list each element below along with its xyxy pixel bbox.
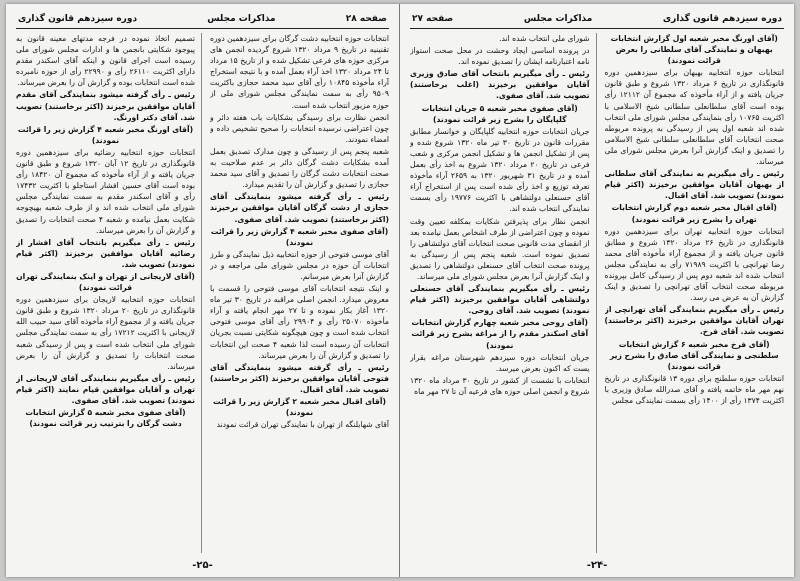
body-paragraph: در پرونده اساسی ایجاد وحشت در محل صحت استواز نامه اعتبارنامه ایشان را تصدیق نموده اند. <box>410 46 590 67</box>
left-page-number: -۲۵- <box>192 560 213 571</box>
report-heading: (آقای صفوی مخبر شعبه ۴ گزارش زیر را قرائت نمودند) <box>210 226 389 247</box>
body-paragraph: انجمن نظارت برای رسیدگی بشکایات باب هفته دائر و چون اعتراضی نرسیده انتخابات را صحیح تشخیص داده و امضاء نمودند. <box>210 112 389 144</box>
right-column-right <box>605 33 785 553</box>
body-paragraph: شورای ملی انتخاب شده اند. <box>499 34 590 43</box>
left-column-right <box>210 33 389 553</box>
speaker-paragraph: رئیس ـ رأی گرفته میشود بنمایندگی آقای مقدم آقایان موافقین برخیزند (اکثر برخاستند) تصویب شد. آقای دکتر اورنگ. <box>16 90 195 122</box>
report-heading: (آقای اورنگ مخبر شعبه ۴ گزارش زیر را قرائت نمودند) <box>17 124 194 145</box>
body-paragraph: و اینک نتیجه انتخابات آقای موسی فتوحی را قسمت با معروض میدارد. انجمن اصلی مراقبه در تاریخ ۳۰ تیر ماه ۱۳۲۰ آغاز بکار نموده و تا ۲۷ مهر انجام یافته و آراء مأخوذه ۲۵۰۷۰ رأی و ۲۹۹۰۴ رأی آقای موسی فتوحی انتخاب شده است و چون هیچگونه شکایتی نسبت بجریان انتخابات آن رسیده است لذا شعبه ۴ صحت این انتخابات را تصدیق و گزارش آن را بعرض میرساند. <box>210 284 389 360</box>
body-paragraph: جریان انتخابات دوره سیزدهم شهرستان مراغه بقرار یست که اکنون بعرض میرسد. <box>410 352 590 373</box>
body-paragraph: انتخابات حوزه انتخابیه دشت گرگان برای سیزدهمین دوره تقنینیه در تاریخ ۹ مرداد ۱۳۲۰ شروع گردیده انجمن های مرکزی حوزه های فرعی تشکیل شده و از تاریخ ۱۵ مرداد تا ۲۴ مرداد ۱۳۲۰ اخذ آراء بعمل آمده و با نتیجه استخراج آراء مأخوذه ۱۰۸۴۵ رأی آقای سید محمد حجازی باکثریت ۹۵۰۹ رأی به سمت نمایندگی مجلس شورای ملی از حوزه مزبور انتخاب شده است. <box>210 34 389 110</box>
right-page-number: -۲۴- <box>586 560 608 571</box>
speaker-paragraph: رئیس ـ رأی میگیریم بنمایندگی آقای تهرانچی از تهران آقایان موافقین برخیزند (اکثر برخاستند) تصویب شد. آقای فرخ. <box>604 305 784 337</box>
speaker-paragraph: رئیس ـ رأی میگیریم به نمایندگی آقای سلطانی از بهبهان آقایان موافقین برخیزند (اکثر قیام نمودند) تصویب شد. آقای اقبال. <box>604 169 784 201</box>
report-heading: (آقای اورنگ مخبر شعبه اول گزارش انتخابات بهبهان و نمایندگی آقای سلطانی را بعرض قرائت نمودند) <box>610 34 778 66</box>
body-paragraph: انتخابات حوزه سلطنج برای دوره ۱۳ قانونگذاری در تاریخ نهم مهر ماه خاتمه یافته و آقای صدرالله صادق وزیری با اکثریت ۱۳۷۴ رأی از ۱۴۰۰ رأی بسمت نمایندگی مجلس <box>604 373 784 405</box>
left-columns <box>16 33 389 553</box>
left-column-left <box>16 33 202 553</box>
speaker-paragraph: رئیس ـ رأی گرفته میشود بنمایندگی آقای حجازی از دشت گرگان آقایان موافقین برخیزند (اکثر برخاستند) تصویب شد. آقای صفوی. <box>210 192 389 224</box>
report-heading: (آقای فرخ مخبر شعبه ۶ گزارش انتخابات سلطنجی و نمایندگی آقای صادق را بشرح زیر قرائت نمودند) <box>609 339 779 371</box>
report-heading: (آقای اقبال مخبر شعبه دوم گزارش انتخابات تهران را بشرح زیر قرائت نمودند) <box>611 203 777 224</box>
body-paragraph: شعبه پنجم پس از رسیدگی و چون مدارک تصدیق بعمل آمده بشکایات دشت گرگان دائر بر عدم صلاحیت به صحت انتخابات دشت گرگان را تصدیق و آقای سید محمد حجازی را تصدیق و گزارش آن را تقدیم میدارد. <box>210 146 389 190</box>
speaker-paragraph: رئیس ـ رأی میگیریم بنمایندگی آقای حسنعلی دولتشاهی آقایان موافقین برخیزند (اکثر قیام نمودند) تصویب شد. آقای روحی. <box>410 284 590 316</box>
left-header-title: مذاکرات مجلس <box>207 14 276 24</box>
left-running-head <box>16 12 389 29</box>
left-page-label: صفحه ۲۸ <box>345 14 387 24</box>
body-paragraph: انتخابات با نشست از کشور در تاریخ ۳۰ مرداد ماه ۱۳۲۰ شروع و انجمن اصلی حوزه های فرعیه آن تا ۲۷ مهر ماه <box>410 375 590 396</box>
report-heading: (آقای اقبال مخبر شعبه ۲ گزارش زیر را قرائت نمودند) <box>213 397 386 418</box>
report-heading: (آقای صفوی مخبر شعبه ۵ گزارش انتخابات دشت گرگان را بترتیب زیر قرائت نمودند) <box>25 408 186 429</box>
body-paragraph: آقای شهابلنگه از تهران با نمایندگی تهران قرائت نمودند <box>216 420 389 430</box>
body-paragraph: انتخابات حوزه انتخابیه لاریجان برای سیزدهمین دوره قانونگذاری در تاریخ ۲۰ مرداد ۱۳۲۰ شروع و طبق قانون جریان یافته و از مجموع آراء مأخوذه آقای سید حبیب الله لاریجانی با اکثریت ۱۷۲۱۲ رأی به سمت نمایندگی مجلس شورای ملی انتخاب شده است و پس از رسیدگی شعبه صحت انتخابات را تصدیق و گزارش آن را بعرض میرساند. <box>16 295 195 371</box>
right-column-left <box>410 33 597 553</box>
speaker-paragraph: رئیس ـ رأی میگیریم بانتخاب آقای صادق وزیری آقایان موافقین برخیزند (اغلب برخاستند) تصویب شد. آقای صفوی. <box>410 69 590 101</box>
body-paragraph: آقای موسی فتوحی از حوزه انتخابیه ذیل نمایندگی و طرز انتخابات آن حوزه در مجلس شورای ملی مراجعه و در گزارش آنرا بعرض میرسانم. <box>210 249 389 281</box>
left-header-session: دوره سیزدهم قانون گذاری <box>18 14 138 24</box>
body-paragraph: انتخابات حوزه انتخابیه تهران برای سیزدهمین دوره قانونگذاری در تاریخ ۲۶ مرداد ۱۳۲۰ شروع و مطابق قانون جریان یافته و از مجموع آراء مأخوذه آقای محمد رضا تهرانچی با اکثریت ۷۱۹۸۹ رأی به نمایندگی مجلس انتخاب شده اند شعبه دوم پس از رسیدگی کامل بپرونده مربوطه صحت انتخاب آقای تهرانچی را تصدیق و اینک گزارش آن به عرض می رسد. <box>604 226 784 303</box>
right-header-session: دوره سیزدهم قانون گذاری <box>662 14 782 24</box>
book-spread <box>6 4 794 577</box>
body-paragraph: تصمیم اتخاذ نموده در فرجه مدتهای معینه قانون به پیوجود شکایتی بانجمن ها و ادارات مجلس شورای ملی رسیده است اجرای قانون و اینکه آقای اسکندر مقدم دارای اکثریت ۲۶۱۱۰ رأی و ۲۲۹۹۰ رأی از حوزه نامبرده شده است انتخابات بوده و گزارش آن را بعرض میرساند. <box>16 34 195 88</box>
speaker-paragraph: رئیس ـ رأی گرفته میشود بنمایندگی آقای فتوحی آقایان موافقین برخیزند (اکثر برخاستند) تصویب شد. آقای اقبال. <box>210 362 389 394</box>
right-page-label: صفحه ۲۷ <box>412 14 454 24</box>
left-page <box>6 4 400 577</box>
body-paragraph: انتخابات حوزه انتخابیه رضائیه برای سیزدهمین دوره قانونگذاری در تاریخ ۱۲ آبان ۱۳۲۰ شروع و طبق قانون جریان یافته و از آراء مأخوذه که مجموع آن ۱۸۴۲۰ رأی بوده است آقای حسین افشار استاجلو با اکثریت ۱۷۴۳۲ رأی و آقای اسکندر مقدم به سمت نمایندگی مجلس شورای ملی انتخاب شده اند و از طرف شعبه بهیچوجه شکایت بعمل نیامده و شعبه ۴ صحت انتخابات را تصدیق و گزارش آن را بعرض میرساند. <box>16 147 196 235</box>
right-running-head <box>410 12 784 29</box>
body-paragraph: انتخابات حوزه انتخابیه بهبهان برای سیزدهمین دوره قانونگذاری در تاریخ ۶ مرداد ۱۳۲۰ شروع و طبق قانون جریان یافته و از آراء مأخوذه که مجموع آن ۱۲۱۱۲ رأی بوده است آقای سلطانعلی سلطانی شیخ الاسلامی با اکثریت ۱۰۷۶۵ رأی بنمایندگی مجلس شورای ملی انتخاب شده اند شعبه اول پس از رسیدگی به پرونده مربوطه صحت انتخابات آقای سلطانعلی سلطانی شیخ الاسلامی را تصدیق و اینک گزارش آنرا بعرض مجلس شورای ملی میرساند. <box>604 68 784 167</box>
report-heading: (آقای روحی مخبر شعبه چهارم گزارش انتخابات آقای اسکندر مقدم را از مراغه بشرح زیر قرائت نمودند) <box>411 318 589 350</box>
report-heading: (آقای صفوی مخبر شعبه ۵ جریان انتخابات گلپایگان را بشرح زیر قرائت نمودند) <box>421 103 578 124</box>
speaker-paragraph: رئیس ـ رأی میگیریم بانتخاب آقای افشار از رضائیه آقایان موافقین برخیزند (اکثر قیام نمودند) تصویب شد. <box>16 237 195 269</box>
right-columns <box>410 33 784 553</box>
speaker-paragraph: رئیس ـ رأی میگیریم بنمایندگی آقای لاریجانی از تهران و آقایان موافقین قیام نمایند (اکثر قیام نمودند) تصویب شد. آقای صفوی. <box>16 373 195 405</box>
body-paragraph: انجمن نظار برای پذیرفتن شکایات بمکلفه تعیین وقت نموده و چون اعتراضی از طرف اشخاص بعمل نیامده بعد از انقضای مدت قانونی صحت انتخابات آقای دولتشاهی را تصدیق نموده است. شعبه پنجم پس از رسیدگی به پرونده صحت انتخاب آقای حسنعلی دولتشاهی را تصدیق و اینک گزارش آنرا بعرض مجلس شورای ملی میرساند. <box>410 216 590 281</box>
right-page <box>400 4 794 577</box>
report-heading: (آقای لاریجانی از تهران و اینک بنمایندگی تهران قرائت نمودند) <box>16 271 195 293</box>
body-paragraph: جریان انتخابات حوزه انتخابیه گلپایگان و خوانسار مطابق مقررات قانون در تاریخ ۳۰ تیر ماه ۱۳۲۰ شروع شده و پس از تشکیل انجمن ها و تشکیل انجمن مرکزی و شعب فرعی در تاریخ ۲۰ مرداد ۱۳۲۰ شروع به اخذ رأی بعمل آمده و در تاریخ ۳۱ شهریور ۱۳۲۰ به ۲۶۵۹ آراء مأخوذه تعرفه توزیع و اخذ رأی شده است پس از استخراج آراء آقای حسنعلی دولتشاهی با اکثریت ۱۹۷۷۶ رأی بسمت نمایندگی انتخاب شده اند. <box>410 126 590 214</box>
right-header-title: مذاکرات مجلس <box>523 14 593 24</box>
